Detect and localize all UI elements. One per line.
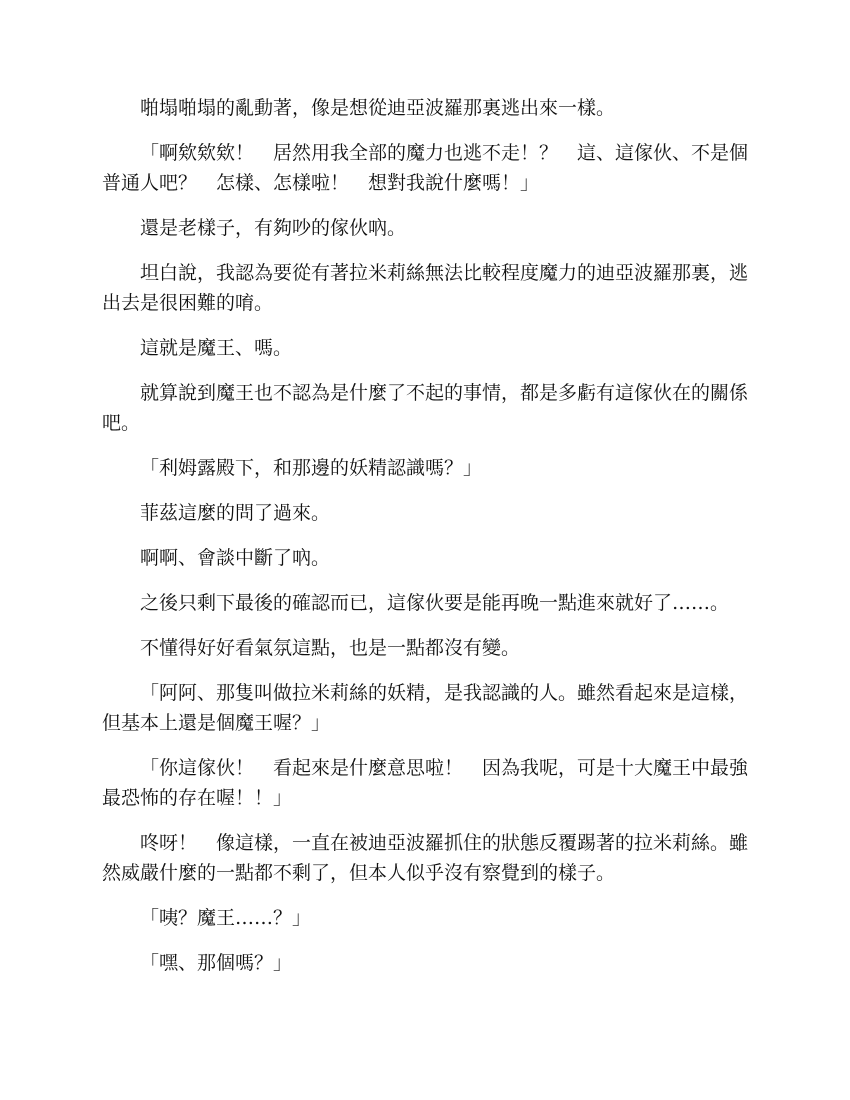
paragraph: 「嘿、那個嗎？」 — [140, 952, 293, 974]
paragraph: 啊啊、會談中斷了吶。 — [140, 547, 331, 569]
paragraph: 「你這傢伙！ 看起來是什麼意思啦！ 因為我呢，可是十大魔王中最強最恐怖的存在喔！！」 — [102, 757, 749, 809]
paragraph: 之後只剩下最後的確認而已，這傢伙要是能再晚一點進來就好了……。 — [140, 592, 730, 614]
paragraph: 不懂得好好看氣氛這點，也是一點都沒有變。 — [140, 637, 521, 659]
paragraph: 這就是魔王、嗎。 — [140, 337, 293, 359]
paragraph: 還是老樣子，有夠吵的傢伙吶。 — [140, 217, 407, 239]
paragraph: 咚呀！ 像這樣，一直在被迪亞波羅抓住的狀態反覆踢著的拉米莉絲。雖然威嚴什麼的一點都不剩了，但本人似乎沒有察覺到的樣子。 — [102, 832, 749, 884]
paragraph: 就算說到魔王也不認為是什麼了不起的事情，都是多虧有這傢伙在的關係吧。 — [102, 382, 749, 434]
paragraph: 「啊欸欸欸！ 居然用我全部的魔力也逃不走！？ 這、這傢伙、不是個普通人吧？ 怎樣、怎樣啦！ 想對我說什麼嗎！」 — [102, 142, 749, 194]
paragraph: 坦白說，我認為要從有著拉米莉絲無法比較程度魔力的迪亞波羅那裏，逃出去是很困難的唷。 — [102, 262, 749, 314]
paragraph: 「阿阿、那隻叫做拉米莉絲的妖精，是我認識的人。雖然看起來是這樣，但基本上還是個魔王喔？」 — [102, 682, 749, 734]
paragraph: 「咦？魔王……？」 — [140, 907, 312, 929]
paragraph: 「利姆露殿下，和那邊的妖精認識嗎？」 — [140, 457, 483, 479]
paragraph: 啪塌啪塌的亂動著，像是想從迪亞波羅那裏逃出來一樣。 — [140, 97, 616, 119]
document-page — [102, 93, 750, 993]
paragraph: 菲茲這麼的問了過來。 — [140, 502, 331, 524]
